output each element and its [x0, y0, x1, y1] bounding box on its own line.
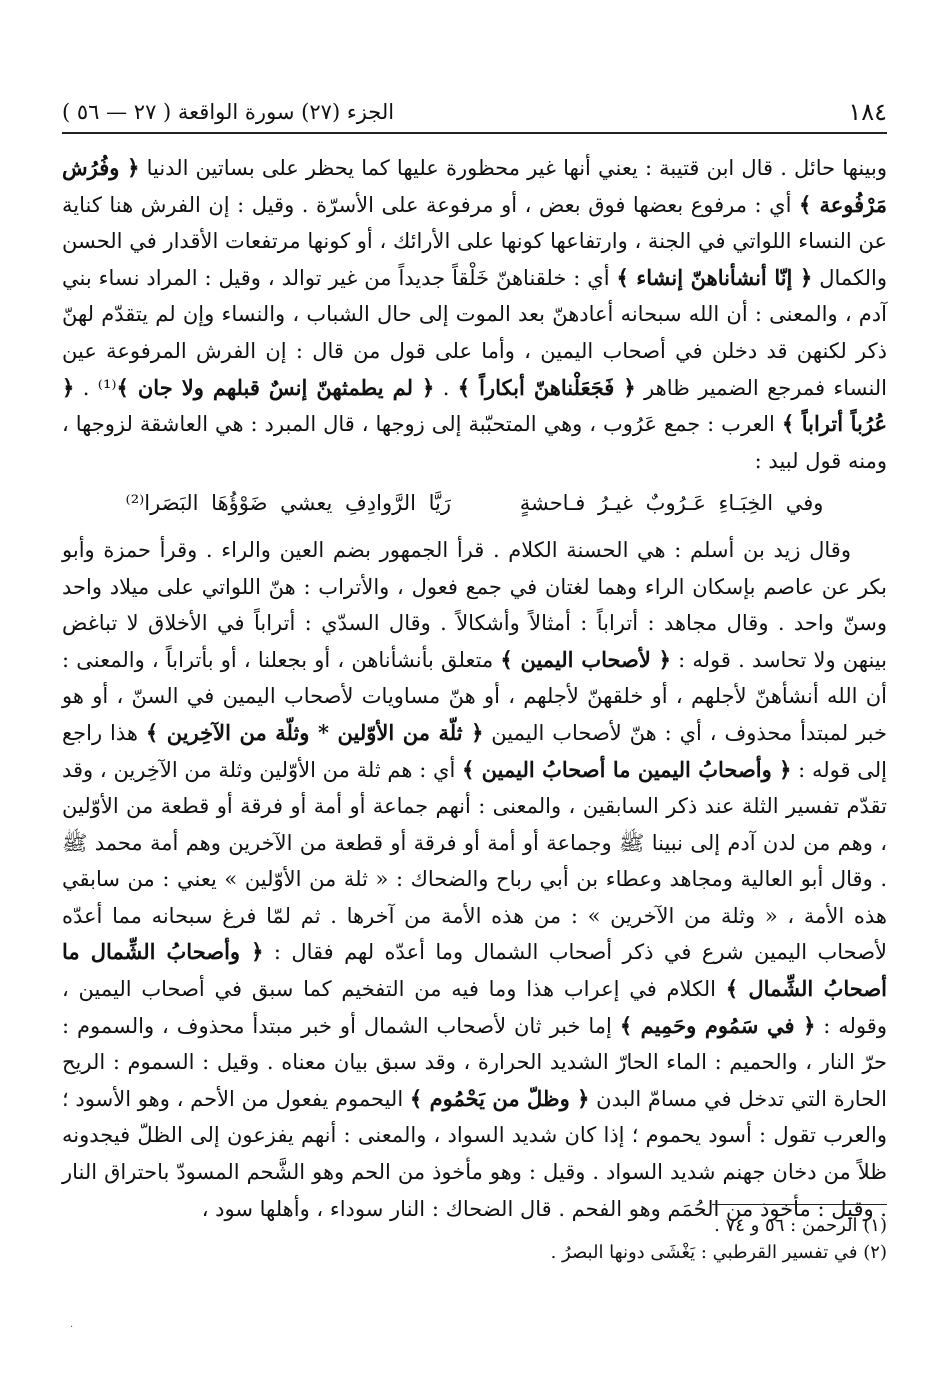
quran-quote: ﴿ لأصحاب اليمين ﴾ — [500, 646, 671, 672]
quran-quote: ﴿ عُرُباً أتراباً ﴾ — [62, 374, 887, 437]
text-run: ⁽¹⁾ . — [74, 375, 117, 400]
quran-quote: ﴿ فَجَعَلْناهنّ أبكاراً ﴾ — [457, 374, 636, 400]
footnote-2: (٢) في تفسير القرطبي : يَغْشَى دونها البصرُ . — [550, 1242, 887, 1263]
verse-second-hemistich: رَيَّا الرَّوادِفِ يعشي ضَوْؤُهَا البَصَرا⁽²⁾ — [125, 491, 452, 516]
text-run: هذا راجع إلى قوله : — [62, 720, 887, 782]
quran-quote: ﴿ وظلّ من يَحْمُوم ﴾ — [409, 1085, 590, 1111]
quran-quote: ﴿ إنّا أنشأناهنّ إنشاء ﴾ — [616, 264, 813, 290]
footnote-divider — [712, 1204, 887, 1205]
quran-quote: ﴿ وفُرُش مَرْفُوعة ﴾ — [62, 155, 887, 217]
text-run: وبينها حائل . قال ابن قتيبة : يعني أنها غير محظورة عليها كما يحظر على بساتين الدنيا — [139, 156, 887, 180]
footnotes — [62, 1212, 887, 1266]
text-run: الكلام في إعراب هذا وما فيه من التفخيم كما سبق في أصحاب اليمين ، وقوله : — [62, 977, 887, 1038]
page-number: ١٨٤ — [848, 98, 887, 126]
quran-quote: ﴿ وأصحابُ الشِّمال ما أصحابُ الشِّمال ﴾ — [62, 939, 887, 1002]
poetry-verse — [62, 485, 887, 522]
text-run: . — [434, 375, 458, 400]
scan-speck: · — [70, 1322, 74, 1333]
text-run: متعلق بأنشأناهن ، أو بجعلنا ، أو بأتراباً ، والمعنى : أن الله أنشأهنّ لأجلهم ، أو خلقهنّ لأجلهم ، أو هنّ مساويات لأصحاب اليمين في السنّ ، أو هو خبر لمبتدأ محذوف ، أي : هنّ لأصحاب اليمين — [62, 647, 887, 745]
paragraph-2 — [62, 532, 887, 1227]
main-text — [62, 150, 887, 1227]
quran-quote: ﴿ ثلّة من الأوّلين * وثلّة من الآخِرين ﴾ — [145, 719, 484, 745]
footnote-1: (١) الرحمن : ٥٦ و ٧٤ . — [714, 1215, 887, 1236]
text-run: أي : خلقناهنّ خَلْقاً جديداً من غير توالد ، وقيل : المراد نساء بني آدم ، والمعنى : أن الله سبحانه أعادهنّ بعد الموت إلى حال الشباب ، والنساء وإن لم يتقدّم لهنّ ذكر لكنهن قد دخلن في أصحاب اليمين ، وأما على قول من قال : إن الفرش المرفوعة عين النساء فمرجع الضمير ظاهر — [62, 265, 888, 400]
paragraph-1 — [62, 150, 887, 479]
text-run: أي : هم ثلة من الأوّلين وثلة من الآخِرين ، وقد تقدّم تفسير الثلة عند ذكر السابقين ، والمعنى : أنهم جماعة أو أمة أو فرقة أو قطعة من الأوّلين ، وهم من لدن آدم إلى نبينا ﷺ وجماعة أو أمة أو فرقة أو قطعة من الآخرين وهم أمة محمد ﷺ . وقال أبو العالية ومجاهد وعطاء بن أبي رباح والضحاك : « ثلة من الأوّلين » يعني : من سابقي هذه الأمة ، « وثلة من الآخرين » : من هذه الأمة من آخرها . ثم لمّا فرغ سبحانه مما أعدّه لأصحاب اليمين شرع في ذكر أصحاب الشمال وما أعدّه لهم فقال : — [62, 757, 887, 965]
text-run: العرب : جمع عَرُوب ، وهي المتحبّبة إلى زوجها ، قال المبرد : هي العاشقة لزوجها ، ومنه قول لبيد : — [62, 412, 887, 473]
text-run: أي : مرفوع بعضها فوق بعض ، أو مرفوعة على الأسرّة . وقيل : إن الفرش هنا كناية عن النساء اللواتي في الجنة ، وارتفاعها كونها على الأرائك ، أو كونها مرتفعات الأقدار في الحسن والكمال — [62, 192, 887, 290]
quran-quote: ﴿ في سَمُوم وحَمِيم ﴾ — [619, 1012, 816, 1038]
text-run: وقال زيد بن أسلم : هي الحسنة الكلام . قرأ الجمهور بضم العين والراء . وقرأ حمزة وأبو بكر عن عاصم بإسكان الراء وهما لغتان في جمع فعول ، والأتراب : هنّ اللواتي على ميلاد واحد وسنّ واحد . وقال مجاهد : أتراباً : أمثالاً وأشكالاً . وقال السدّي : أتراباً في الأخلاق لا تباغض بينهن ولا تحاسد . قوله : — [62, 537, 887, 672]
verse-first-hemistich: وفي الخِبَـاءِ عَـرُوبٌ غيـرُ فـاحشةٍ — [519, 491, 824, 516]
text-run: اليحموم يفعول من الأحم ، وهو الأسود ؛ والعرب تقول : أسود يحموم ؛ إذا كان شديد السواد ، والمعنى : أنهم يفزعون إلى الظلّ فيجدونه ظلاً من دخان جهنم شديد السواد . وقيل : وهو مأخوذ من الحم وهو الشَّحم المسودّ باحتراق النار . وقيل : مأخوذ من الحُمَم وهو الفحم . قال الضحاك : النار سوداء ، وأهلها سود ، — [62, 1086, 887, 1221]
page-header — [62, 92, 887, 134]
text-run: إما خبر ثان لأصحاب الشمال أو خبر مبتدأ محذوف ، والسموم : حرّ النار ، والحميم : الماء الحارّ الشديد الحرارة ، وقد سبق بيان معناه . وقيل : السموم : الريح الحارة التي تدخل في مسامّ البدن — [62, 1013, 887, 1111]
quran-quote: ﴿ لم يطمثهنّ إنسٌ قبلهم ولا جان ﴾ — [116, 374, 435, 400]
running-title: الجزء (٢٧) سورة الواقعة ( ٢٧ — ٥٦ ) — [62, 100, 395, 124]
quran-quote: ﴿ وأصحابُ اليمين ما أصحابُ اليمين ﴾ — [462, 756, 792, 782]
